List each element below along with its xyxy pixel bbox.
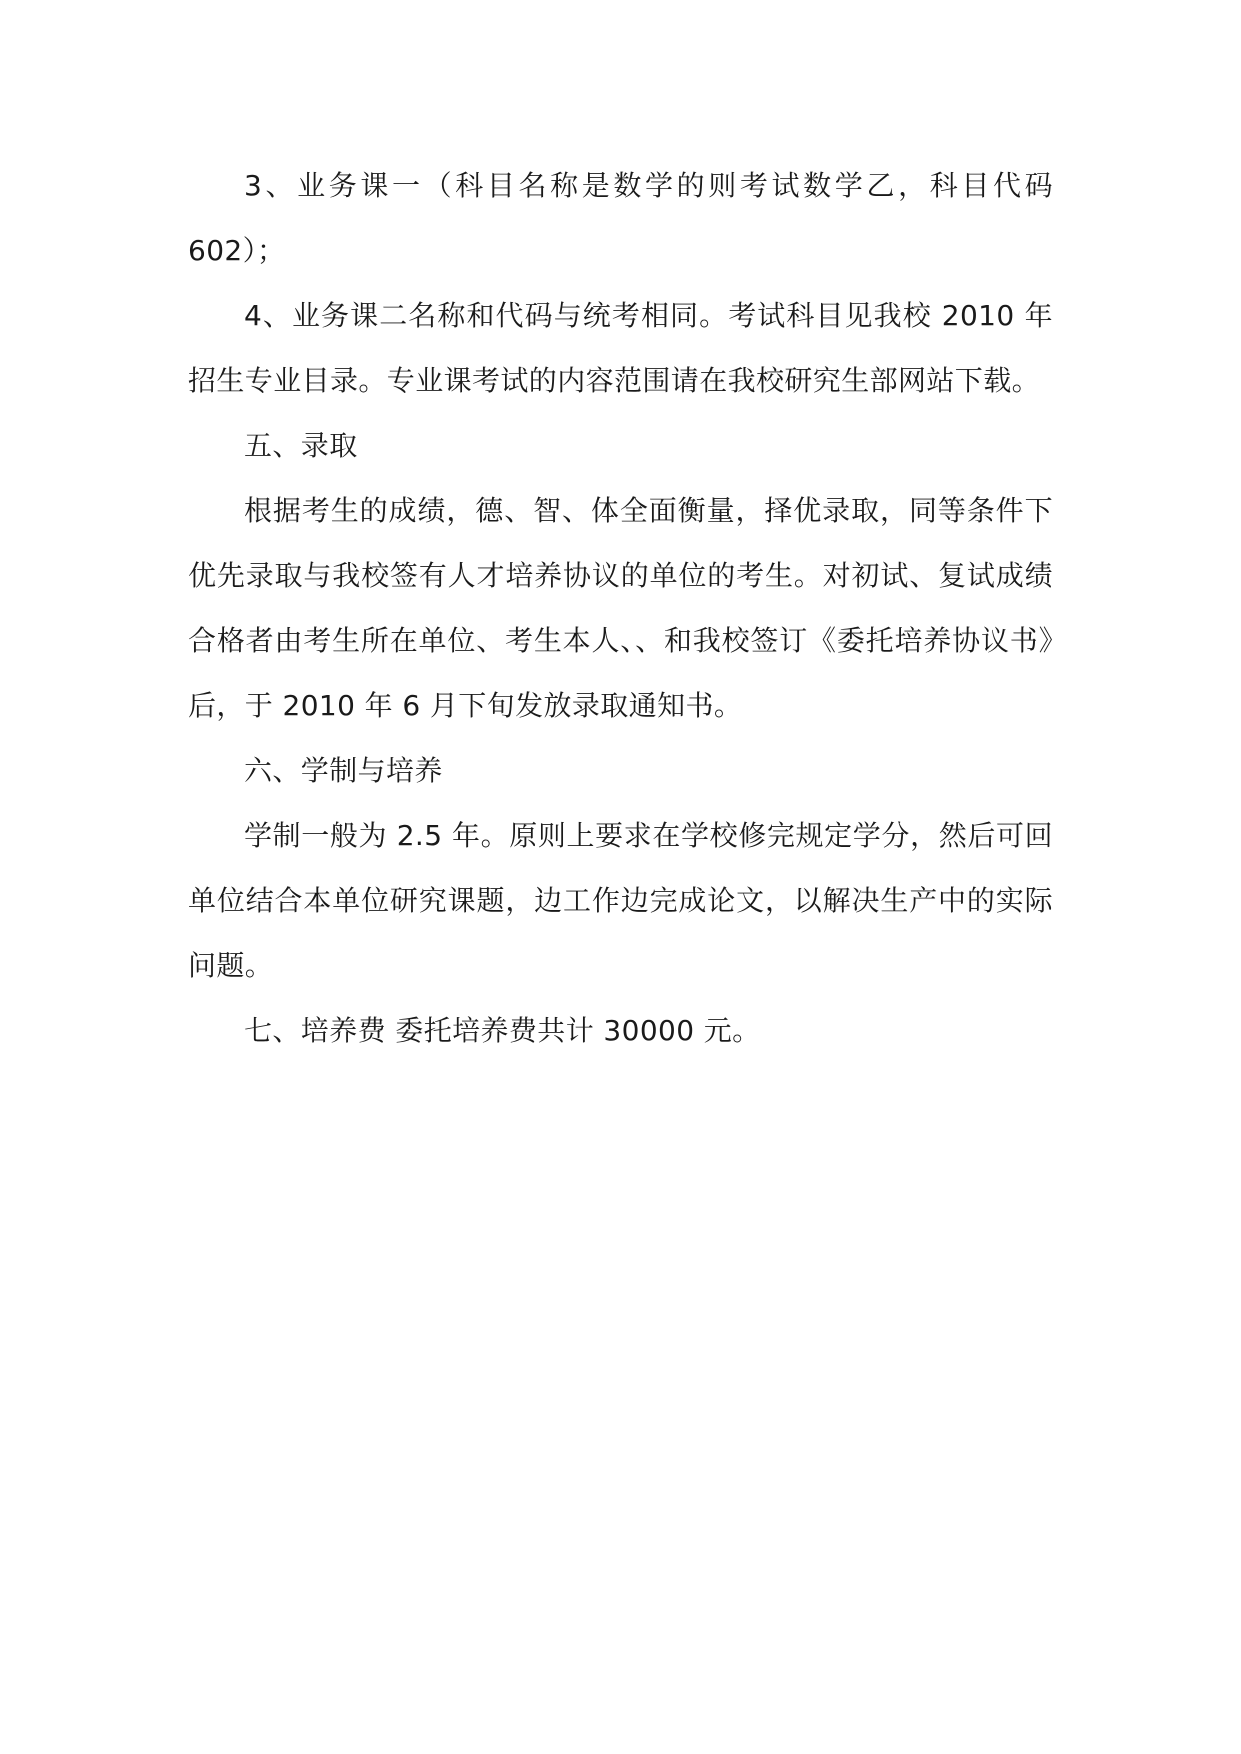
- paragraph-course-two: 4、业务课二名称和代码与统考相同。考试科目见我校 2010 年招生专业目录。专业课考试的内容范围请在我校研究生部网站下载。: [188, 299, 1053, 397]
- paragraph-course-one: 3、业务课一（科目名称是数学的则考试数学乙，科目代码602）；: [188, 169, 1053, 267]
- section-heading-admission: 五、录取: [244, 429, 358, 462]
- paragraph-duration-training: 学制一般为 2.5 年。原则上要求在学校修完规定学分，然后可回单位结合本单位研究课题，边工作边完成论文，以解决生产中的实际问题。: [188, 819, 1053, 982]
- paragraph-admission: 根据考生的成绩，德、智、体全面衡量，择优录取，同等条件下优先录取与我校签有人才培养协议的单位的考生。对初试、复试成绩合格者由考生所在单位、考生本人、、和我校签订《委托培养协议书》后，于 2010 年 6 月下旬发放录取通知书。: [188, 494, 1053, 722]
- section-heading-duration-training: 六、学制与培养: [244, 754, 443, 787]
- document-body: [188, 153, 1053, 1063]
- paragraph-training-fee: 七、培养费 委托培养费共计 30000 元。: [244, 1014, 761, 1047]
